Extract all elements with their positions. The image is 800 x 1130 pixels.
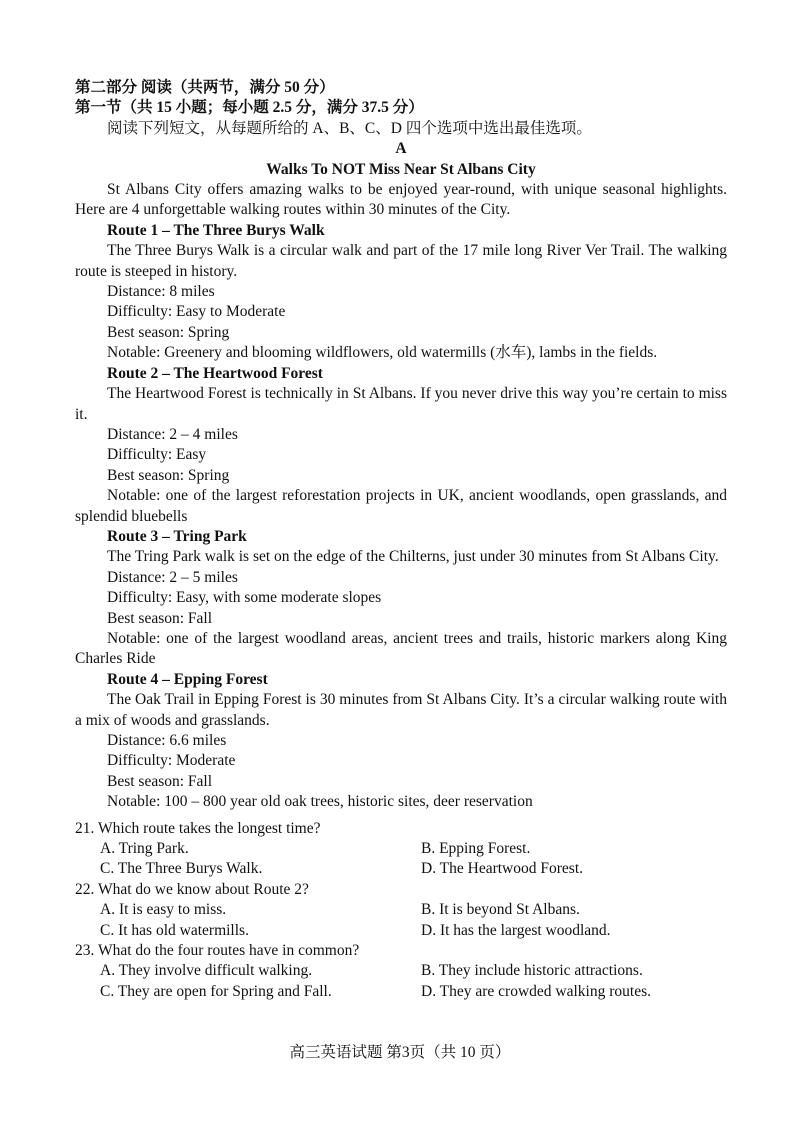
route-description: The Three Burys Walk is a circular walk and part of the 17 mile long River Ver Trail. The walking route is steeped in history. bbox=[75, 242, 727, 280]
route-difficulty: Difficulty: Easy bbox=[107, 446, 207, 464]
exam-page bbox=[75, 78, 727, 1002]
route-heading: Route 1 – The Three Burys Walk bbox=[107, 221, 325, 239]
route-heading: Route 4 – Epping Forest bbox=[107, 670, 268, 688]
option: D. It has the largest woodland. bbox=[421, 921, 611, 939]
route-difficulty: Difficulty: Easy to Moderate bbox=[107, 303, 286, 321]
part-heading: 第二部分 阅读（共两节，满分 50 分） bbox=[75, 79, 335, 96]
option: C. The Three Burys Walk. bbox=[100, 860, 263, 878]
question-options bbox=[75, 839, 727, 880]
passage-intro: St Albans City offers amazing walks to be enjoyed year-round, with unique seasonal highlights. Here are 4 unforgettable walking routes within 30 minutes of the City. bbox=[75, 181, 727, 219]
routes-list bbox=[75, 221, 727, 813]
question-stem: 21. Which route takes the longest time? bbox=[75, 819, 321, 837]
option: A. Tring Park. bbox=[100, 840, 189, 858]
option: A. It is easy to miss. bbox=[100, 901, 227, 919]
passage-label: A bbox=[395, 140, 407, 158]
route-description: The Heartwood Forest is technically in St Albans. If you never drive this way you’re certain to miss it. bbox=[75, 385, 727, 423]
option: B. Epping Forest. bbox=[421, 840, 531, 858]
route-distance: Distance: 2 – 4 miles bbox=[107, 425, 238, 443]
route-distance: Distance: 2 – 5 miles bbox=[107, 568, 238, 586]
section-heading: 第一节（共 15 小题；每小题 2.5 分，满分 37.5 分） bbox=[75, 99, 424, 117]
passage-title: Walks To NOT Miss Near St Albans City bbox=[266, 160, 536, 178]
route-description: The Oak Trail in Epping Forest is 30 minutes from St Albans City. It’s a circular walking route with a mix of woods and grasslands. bbox=[75, 691, 727, 729]
route-season: Best season: Fall bbox=[107, 772, 213, 790]
route-heading: Route 3 – Tring Park bbox=[107, 527, 247, 545]
route-season: Best season: Fall bbox=[107, 609, 213, 627]
route-description: The Tring Park walk is set on the edge of the Chilterns, just under 30 minutes from St Albans City. bbox=[107, 548, 719, 566]
question-options bbox=[75, 900, 727, 941]
route-season: Best season: Spring bbox=[107, 323, 230, 341]
question-stem: 22. What do we know about Route 2? bbox=[75, 880, 309, 898]
route-section bbox=[75, 364, 727, 527]
route-notable: Notable: one of the largest reforestation projects in UK, ancient woodlands, open grasslands, and splendid bluebells bbox=[75, 487, 727, 525]
page-footer: 高三英语试题 第3页（共 10 页） bbox=[289, 1044, 511, 1061]
route-notable: Notable: Greenery and blooming wildflowers, old watermills (水车), lambs in the fields. bbox=[107, 344, 658, 362]
question-options bbox=[75, 961, 727, 1002]
route-notable: Notable: 100 – 800 year old oak trees, historic sites, deer reservation bbox=[107, 793, 533, 811]
option: C. They are open for Spring and Fall. bbox=[100, 982, 332, 1000]
option: A. They involve difficult walking. bbox=[100, 962, 313, 980]
option: B. They include historic attractions. bbox=[421, 962, 643, 980]
questions-list bbox=[75, 819, 727, 1003]
route-notable: Notable: one of the largest woodland areas, ancient trees and trails, historic markers along King Charles Ride bbox=[75, 629, 727, 668]
route-section bbox=[75, 221, 727, 364]
question-stem: 23. What do the four routes have in common? bbox=[75, 942, 360, 960]
route-heading: Route 2 – The Heartwood Forest bbox=[107, 364, 323, 382]
route-section bbox=[75, 527, 727, 670]
route-distance: Distance: 6.6 miles bbox=[107, 732, 227, 749]
option: C. It has old watermills. bbox=[100, 921, 249, 939]
instruction: 阅读下列短文，从每题所给的 A、B、C、D 四个选项中选出最佳选项。 bbox=[107, 119, 592, 137]
route-section bbox=[75, 670, 727, 813]
option: D. The Heartwood Forest. bbox=[421, 860, 584, 878]
route-difficulty: Difficulty: Easy, with some moderate slopes bbox=[107, 589, 382, 607]
option: D. They are crowded walking routes. bbox=[421, 982, 651, 1000]
route-difficulty: Difficulty: Moderate bbox=[107, 752, 236, 770]
route-distance: Distance: 8 miles bbox=[107, 283, 215, 301]
route-season: Best season: Spring bbox=[107, 466, 230, 484]
option: B. It is beyond St Albans. bbox=[421, 901, 580, 919]
